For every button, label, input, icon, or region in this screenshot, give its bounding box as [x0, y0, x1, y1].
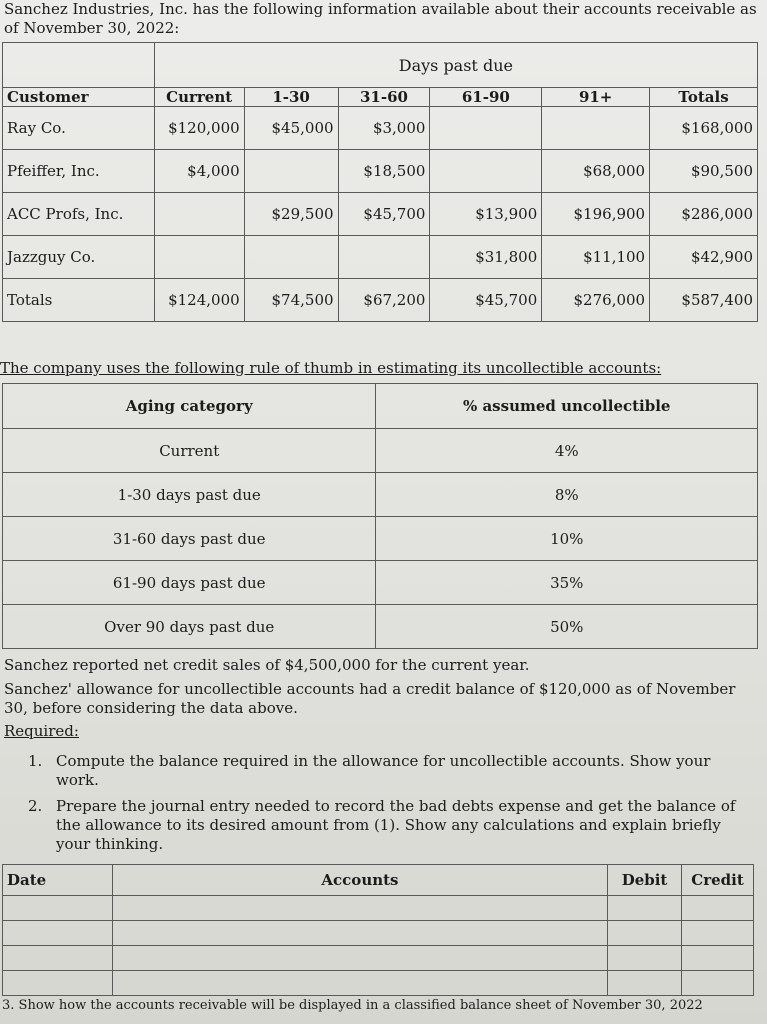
- credit-cell[interactable]: [682, 946, 754, 971]
- debit-cell[interactable]: [608, 921, 682, 946]
- current-amount: $120,000: [154, 107, 244, 150]
- required-label: Required:: [4, 722, 79, 740]
- col-header-1-30: 1-30: [244, 88, 338, 107]
- requirement-text: Compute the balance required in the allowance for uncollectible accounts. Show your work.: [56, 752, 711, 789]
- aging-category: 31-60 days past due: [3, 517, 376, 561]
- col-header-31-60: 31-60: [338, 88, 430, 107]
- table-row: [3, 150, 758, 193]
- d31-60-amount: $18,500: [338, 150, 430, 193]
- d91-amount: $276,000: [542, 279, 650, 322]
- requirement-2: [28, 797, 753, 854]
- journal-row: [3, 971, 754, 996]
- accounts-cell[interactable]: [112, 921, 607, 946]
- journal-entry-table: [2, 864, 754, 996]
- col-header-pct-uncollectible: % assumed uncollectible: [376, 384, 758, 429]
- customer-name: Ray Co.: [3, 107, 155, 150]
- requirement-text: Prepare the journal entry needed to record the bad debts expense and get the balance of the allowance to its desired amount from (1). Show any calculations and explain briefly your thinking.: [56, 797, 736, 853]
- journal-row: [3, 896, 754, 921]
- total-amount: $168,000: [650, 107, 758, 150]
- d91-amount: $196,900: [542, 193, 650, 236]
- net-credit-sales-text: Sanchez reported net credit sales of $4,500,000 for the current year.: [4, 656, 530, 674]
- table-row: [3, 429, 758, 473]
- aging-category: 1-30 days past due: [3, 473, 376, 517]
- aging-category: 61-90 days past due: [3, 561, 376, 605]
- requirement-number: 2.: [28, 797, 43, 815]
- aging-percent: 35%: [376, 561, 758, 605]
- total-amount: $90,500: [650, 150, 758, 193]
- aging-category: Over 90 days past due: [3, 605, 376, 649]
- d31-60-amount: [338, 236, 430, 279]
- col-header-debit: Debit: [608, 865, 682, 896]
- d31-60-amount: $45,700: [338, 193, 430, 236]
- col-header-accounts: Accounts: [112, 865, 607, 896]
- d1-30-amount: [244, 236, 338, 279]
- col-header-current: Current: [154, 88, 244, 107]
- days-past-due-header: Days past due: [154, 43, 757, 88]
- intro-text: Sanchez Industries, Inc. has the following information available about their accounts receivable as of November 30, 2022:: [4, 0, 757, 37]
- table-row: [3, 517, 758, 561]
- d1-30-amount: $74,500: [244, 279, 338, 322]
- date-cell[interactable]: [3, 921, 113, 946]
- credit-cell[interactable]: [682, 921, 754, 946]
- table-row: [3, 236, 758, 279]
- total-amount: $587,400: [650, 279, 758, 322]
- accounts-cell[interactable]: [112, 896, 607, 921]
- debit-cell[interactable]: [608, 971, 682, 996]
- total-amount: $286,000: [650, 193, 758, 236]
- totals-row: [3, 279, 758, 322]
- d61-90-amount: $31,800: [430, 236, 542, 279]
- d61-90-amount: $13,900: [430, 193, 542, 236]
- rule-intro-text: The company uses the following rule of thumb in estimating its uncollectible accounts:: [0, 359, 662, 377]
- d31-60-amount: $3,000: [338, 107, 430, 150]
- requirement-1: [28, 752, 753, 790]
- debit-cell[interactable]: [608, 896, 682, 921]
- current-amount: $4,000: [154, 150, 244, 193]
- table-row: [3, 107, 758, 150]
- table-row: [3, 473, 758, 517]
- credit-cell[interactable]: [682, 896, 754, 921]
- table-row: [3, 561, 758, 605]
- d1-30-amount: $29,500: [244, 193, 338, 236]
- col-header-61-90: 61-90: [430, 88, 542, 107]
- journal-row: [3, 946, 754, 971]
- d31-60-amount: $67,200: [338, 279, 430, 322]
- d1-30-amount: $45,000: [244, 107, 338, 150]
- customer-name: ACC Profs, Inc.: [3, 193, 155, 236]
- aging-percent: 10%: [376, 517, 758, 561]
- d1-30-amount: [244, 150, 338, 193]
- table-row: [3, 605, 758, 649]
- receivables-table: [2, 42, 758, 322]
- requirement-3-text: 3. Show how the accounts receivable will be displayed in a classified balance sheet of November 30, 2022: [2, 998, 703, 1013]
- col-header-date: Date: [3, 865, 113, 896]
- totals-label: Totals: [3, 279, 155, 322]
- total-amount: $42,900: [650, 236, 758, 279]
- current-amount: [154, 193, 244, 236]
- journal-row: [3, 921, 754, 946]
- accounts-cell[interactable]: [112, 971, 607, 996]
- date-cell[interactable]: [3, 896, 113, 921]
- credit-cell[interactable]: [682, 971, 754, 996]
- debit-cell[interactable]: [608, 946, 682, 971]
- aging-percent: 4%: [376, 429, 758, 473]
- date-cell[interactable]: [3, 971, 113, 996]
- d61-90-amount: [430, 107, 542, 150]
- d61-90-amount: [430, 150, 542, 193]
- col-header-91-plus: 91+: [542, 88, 650, 107]
- customer-name: Pfeiffer, Inc.: [3, 150, 155, 193]
- aging-table: [2, 383, 758, 649]
- aging-percent: 8%: [376, 473, 758, 517]
- customer-name: Jazzguy Co.: [3, 236, 155, 279]
- d61-90-amount: $45,700: [430, 279, 542, 322]
- table-row: [3, 193, 758, 236]
- d91-amount: [542, 107, 650, 150]
- aging-category: Current: [3, 429, 376, 473]
- d91-amount: $68,000: [542, 150, 650, 193]
- current-amount: [154, 236, 244, 279]
- d91-amount: $11,100: [542, 236, 650, 279]
- col-header-credit: Credit: [682, 865, 754, 896]
- requirement-number: 1.: [28, 752, 43, 770]
- blank-header-cell: [3, 43, 155, 88]
- col-header-totals: Totals: [650, 88, 758, 107]
- col-header-aging-category: Aging category: [3, 384, 376, 429]
- allowance-balance-text: Sanchez' allowance for uncollectible accounts had a credit balance of $120,000 as of November 30, before considering the data above.: [4, 680, 736, 717]
- aging-percent: 50%: [376, 605, 758, 649]
- col-header-customer: Customer: [3, 88, 155, 107]
- date-cell[interactable]: [3, 946, 113, 971]
- accounts-cell[interactable]: [112, 946, 607, 971]
- current-amount: $124,000: [154, 279, 244, 322]
